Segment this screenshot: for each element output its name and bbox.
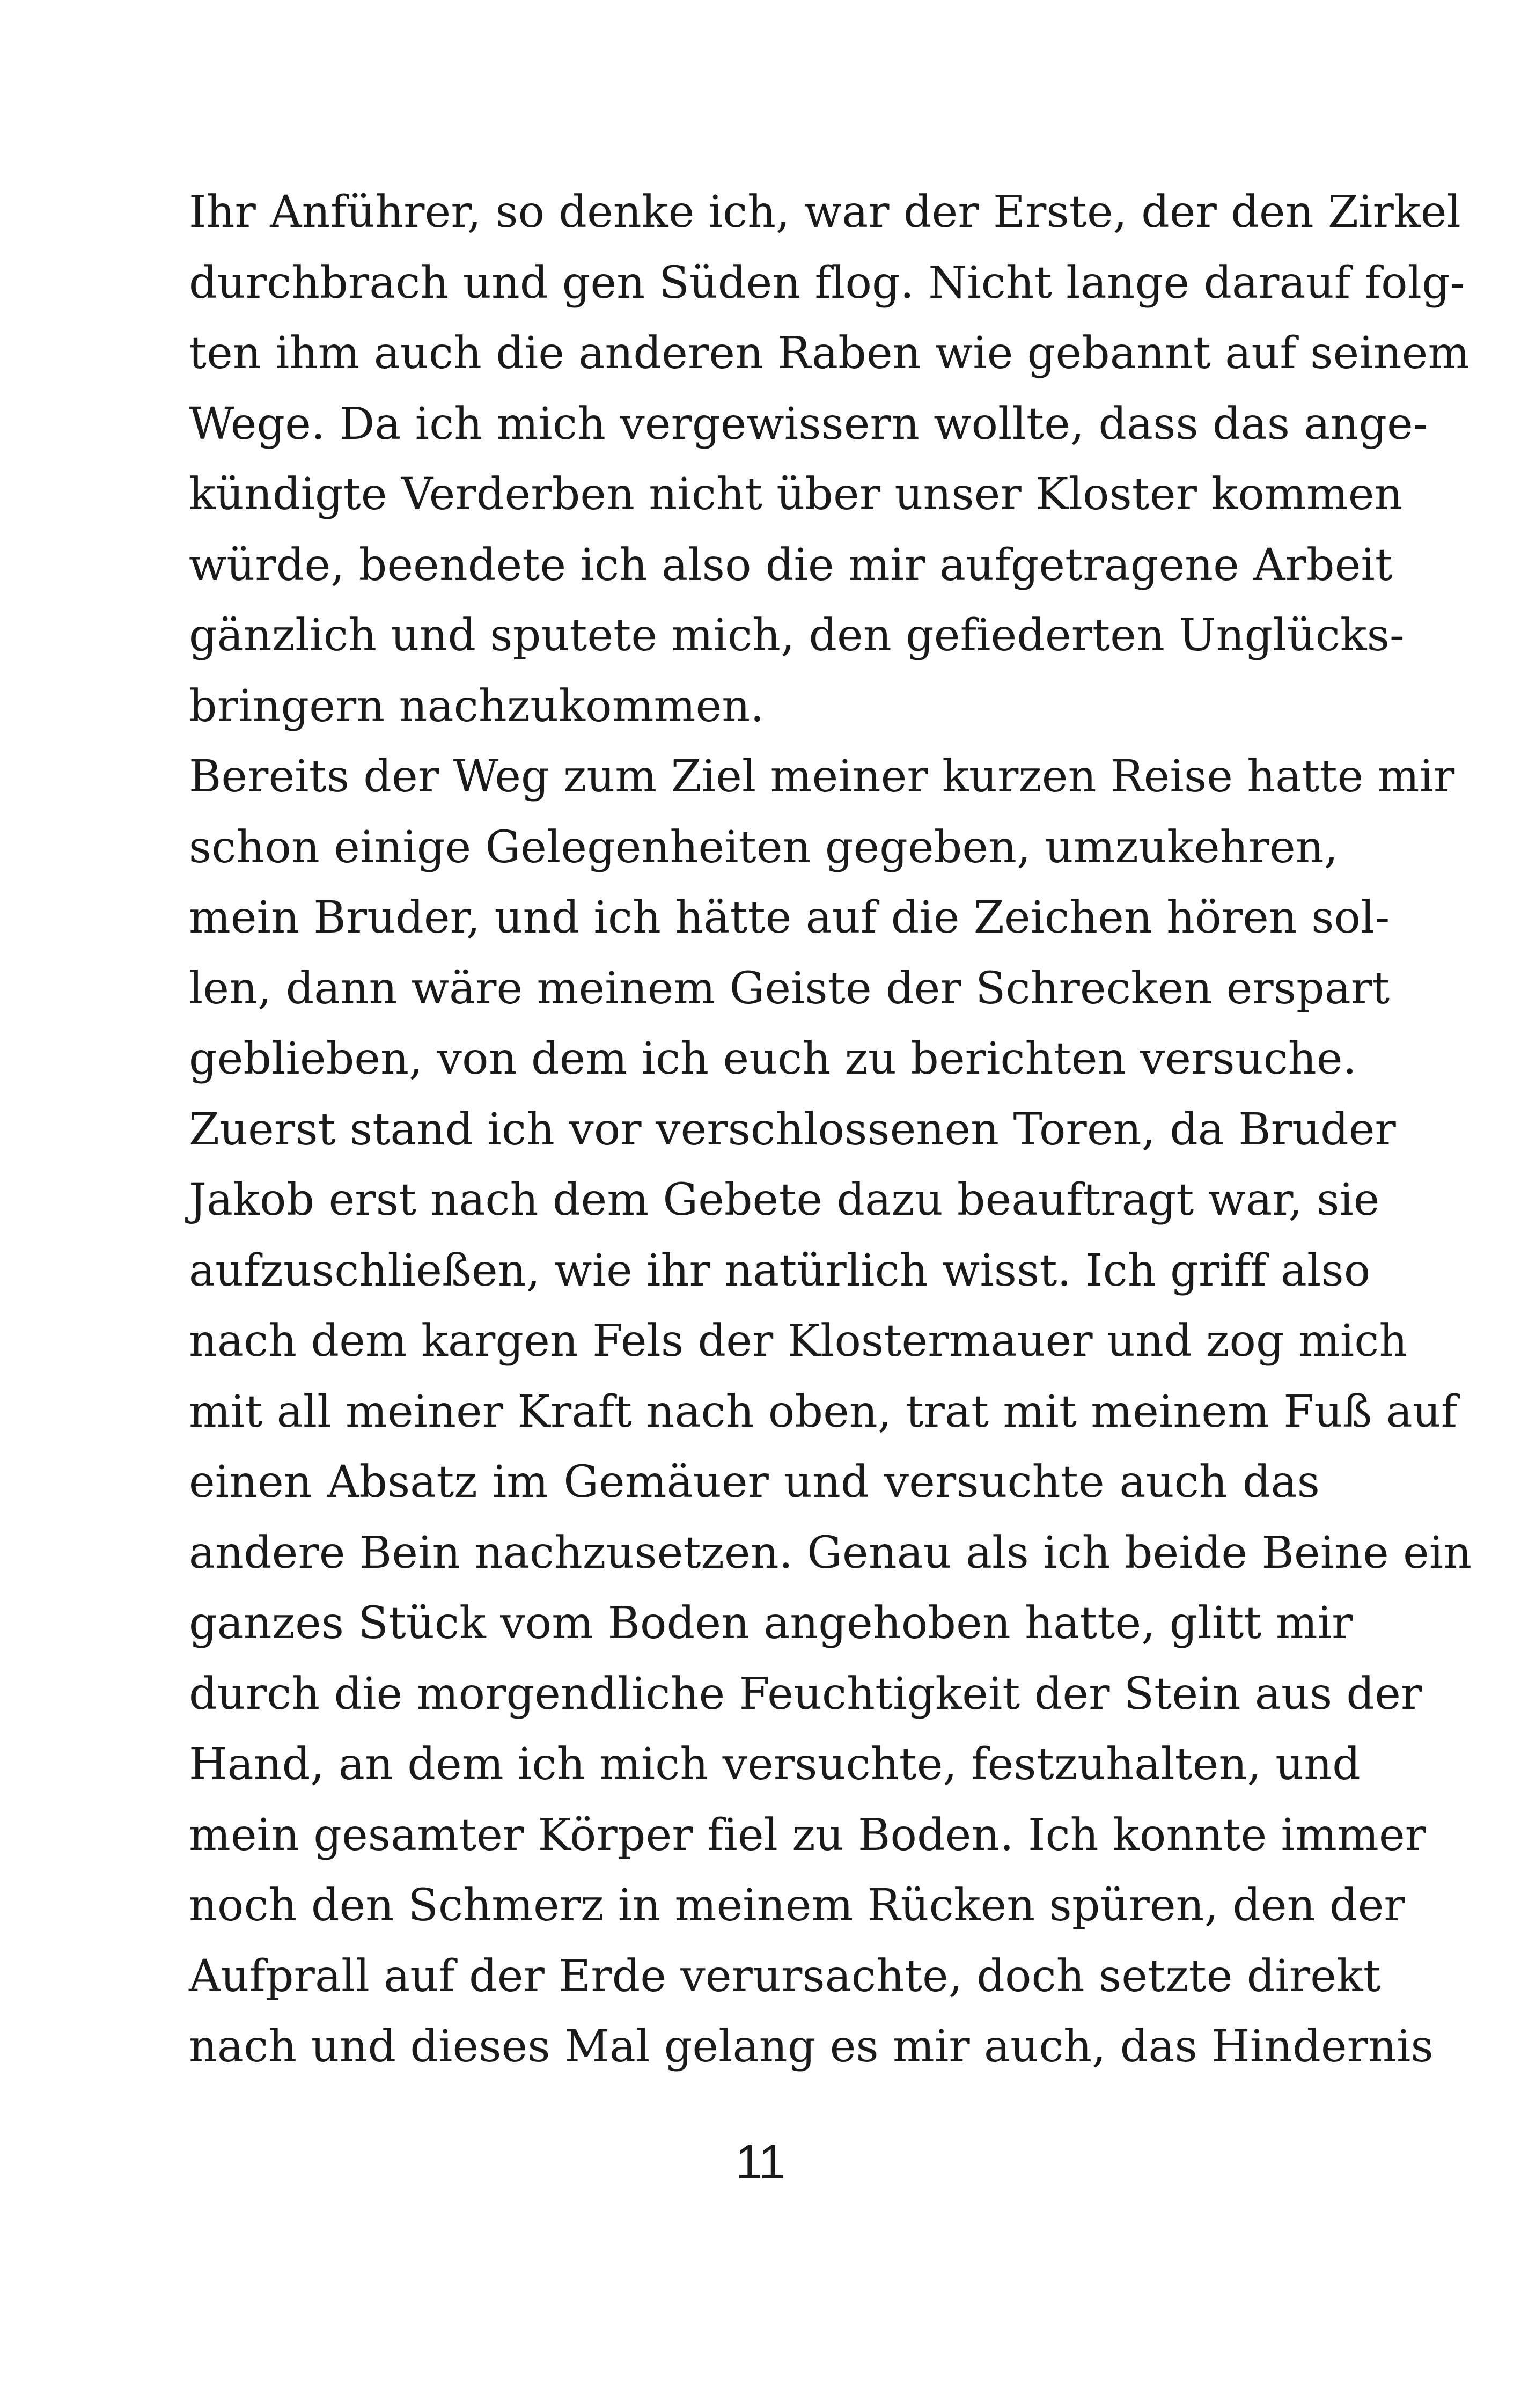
text-line: kündigte Verderben nicht über unser Kloster kommen [189, 469, 1403, 520]
text-line: geblieben, von dem ich euch zu berichten versuche. [189, 1033, 1357, 1084]
text-line: Aufprall auf der Erde verursachte, doch setzte direkt [189, 1950, 1382, 2002]
text-line: mein Bruder, und ich hätte auf die Zeichen hören sol- [189, 892, 1390, 943]
text-line: andere Bein nachzusetzen. Genau als ich beide Beine ein [189, 1527, 1472, 1579]
text-line: mit all meiner Kraft nach oben, trat mit meinem Fuß auf [189, 1386, 1458, 1437]
text-line: ganzes Stück vom Boden angehoben hatte, glitt mir [189, 1598, 1353, 1649]
text-line: würde, beendete ich also die mir aufgetragene Arbeit [189, 539, 1393, 591]
body-text [189, 177, 1472, 2082]
text-line: Wege. Da ich mich vergewissern wollte, dass das ange- [189, 398, 1428, 450]
text-line: Zuerst stand ich vor verschlossenen Toren, da Bruder [189, 1104, 1396, 1155]
text-line: bringern nachzukommen. [189, 680, 765, 732]
text-line: noch den Schmerz in meinem Rücken spüren, den der [189, 1880, 1405, 1931]
page-number: 11 [735, 2135, 786, 2189]
text-line: ten ihm auch die anderen Raben wie gebannt auf seinem [189, 328, 1470, 379]
text-line: durchbrach und gen Süden flog. Nicht lange darauf folg- [189, 257, 1465, 309]
text-line: durch die morgendliche Feuchtigkeit der Stein aus der [189, 1668, 1422, 1720]
text-line: Bereits der Weg zum Ziel meiner kurzen Reise hatte mir [189, 751, 1455, 802]
text-line: Jakob erst nach dem Gebete dazu beauftragt war, sie [189, 1174, 1380, 1225]
text-line: nach dem kargen Fels der Klostermauer und zog mich [189, 1316, 1408, 1367]
text-line: nach und dieses Mal gelang es mir auch, das Hindernis [189, 2021, 1434, 2072]
text-line: mein gesamter Körper fiel zu Boden. Ich konnte immer [189, 1809, 1427, 1861]
text-line: aufzuschließen, wie ihr natürlich wisst. Ich griff also [189, 1245, 1371, 1296]
text-line: Hand, an dem ich mich versuchte, festzuhalten, und [189, 1739, 1361, 1790]
text-line: len, dann wäre meinem Geiste der Schrecken erspart [189, 963, 1390, 1014]
text-line: einen Absatz im Gemäuer und versuchte auch das [189, 1457, 1320, 1508]
text-line: gänzlich und sputete mich, den gefiederten Unglücks- [189, 610, 1405, 661]
text-line: schon einige Gelegenheiten gegeben, umzukehren, [189, 821, 1339, 873]
text-line: Ihr Anführer, so denke ich, war der Erste, der den Zirkel [189, 187, 1461, 238]
